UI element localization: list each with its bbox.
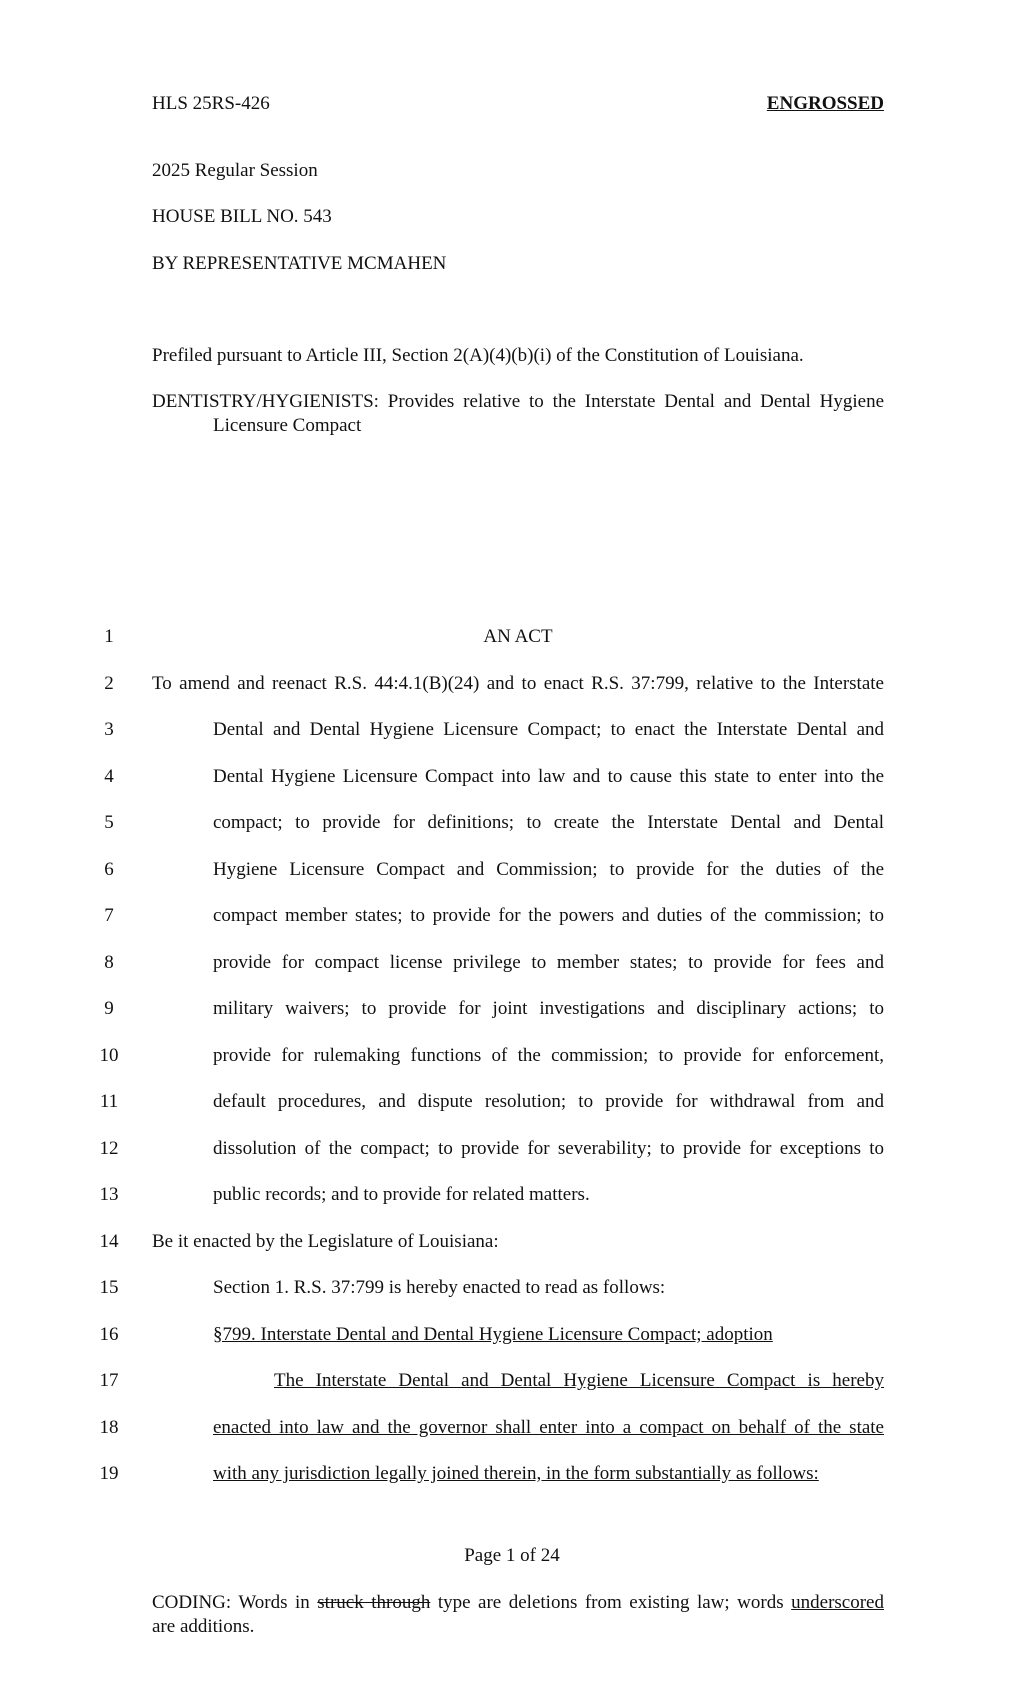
line-number: 19 — [99, 1463, 119, 1484]
line-number: 12 — [99, 1138, 119, 1159]
body-line: compact; to provide for definitions; to create the Interstate Dental and Dental — [213, 812, 884, 833]
line-number: 2 — [104, 673, 114, 694]
line-number: 13 — [99, 1184, 119, 1205]
coding-prefix: CODING: Words in — [152, 1592, 318, 1613]
line-number: 7 — [104, 905, 114, 926]
bill-number: HOUSE BILL NO. 543 — [152, 206, 332, 227]
document-id: HLS 25RS-426 — [152, 93, 270, 114]
enacting-clause: Be it enacted by the Legislature of Louisiana: — [152, 1231, 499, 1252]
engrossed-label: ENGROSSED — [766, 93, 884, 114]
line-number: 17 — [99, 1370, 119, 1391]
coding-note-line-2: are additions. — [152, 1616, 255, 1637]
session-label: 2025 Regular Session — [152, 160, 318, 181]
page-number: Page 1 of 24 — [464, 1545, 560, 1566]
line-number: 9 — [104, 998, 114, 1019]
digest-line-2: Licensure Compact — [213, 415, 362, 436]
body-line: dissolution of the compact; to provide for severability; to provide for exceptions to — [213, 1138, 884, 1159]
body-line: Hygiene Licensure Compact and Commission; to provide for the duties of the — [213, 859, 884, 880]
body-line: public records; and to provide for related matters. — [213, 1184, 590, 1205]
body-line: provide for rulemaking functions of the commission; to provide for enforcement, — [213, 1045, 884, 1066]
coding-note — [152, 1592, 884, 1614]
line-number: 18 — [99, 1417, 119, 1438]
body-line: To amend and reenact R.S. 44:4.1(B)(24) and to enact R.S. 37:799, relative to the Interstate — [152, 673, 884, 694]
body-line: Dental Hygiene Licensure Compact into law and to cause this state to enter into the — [213, 766, 884, 787]
line-number: 14 — [99, 1231, 119, 1252]
body-line-added: enacted into law and the governor shall enter into a compact on behalf of the state — [213, 1417, 884, 1438]
section-heading: Section 1. R.S. 37:799 is hereby enacted to read as follows: — [213, 1277, 666, 1298]
line-number: 5 — [104, 812, 114, 833]
line-number: 3 — [104, 719, 114, 740]
body-line: provide for compact license privilege to member states; to provide for fees and — [213, 952, 884, 973]
line-number: 15 — [99, 1277, 119, 1298]
prefiled-note: Prefiled pursuant to Article III, Section 2(A)(4)(b)(i) of the Constitution of Louisiana. — [152, 345, 804, 366]
line-number: 11 — [99, 1091, 119, 1112]
line-number: 8 — [104, 952, 114, 973]
body-line-added: with any jurisdiction legally joined therein, in the form substantially as follows: — [213, 1463, 819, 1484]
underscored-sample: underscored — [791, 1592, 884, 1613]
body-line: Dental and Dental Hygiene Licensure Compact; to enact the Interstate Dental and — [213, 719, 884, 740]
act-title: AN ACT — [483, 626, 553, 647]
coding-middle: type are deletions from existing law; words — [430, 1592, 792, 1613]
line-number: 10 — [99, 1045, 119, 1066]
body-line-added: The Interstate Dental and Dental Hygiene Licensure Compact is hereby — [274, 1370, 884, 1391]
line-number: 4 — [104, 766, 114, 787]
body-line: military waivers; to provide for joint investigations and disciplinary actions; to — [213, 998, 884, 1019]
digest-line-1: DENTISTRY/HYGIENISTS: Provides relative to the Interstate Dental and Dental Hygiene — [152, 391, 884, 412]
line-number: 16 — [99, 1324, 119, 1345]
line-number: 1 — [104, 626, 114, 647]
struck-through-sample: struck through — [317, 1592, 431, 1613]
statute-heading: §799. Interstate Dental and Dental Hygiene Licensure Compact; adoption — [213, 1324, 773, 1345]
body-line: default procedures, and dispute resolution; to provide for withdrawal from and — [213, 1091, 884, 1112]
line-number: 6 — [104, 859, 114, 880]
body-line: compact member states; to provide for the powers and duties of the commission; to — [213, 905, 884, 926]
bill-author: BY REPRESENTATIVE MCMAHEN — [152, 253, 447, 274]
